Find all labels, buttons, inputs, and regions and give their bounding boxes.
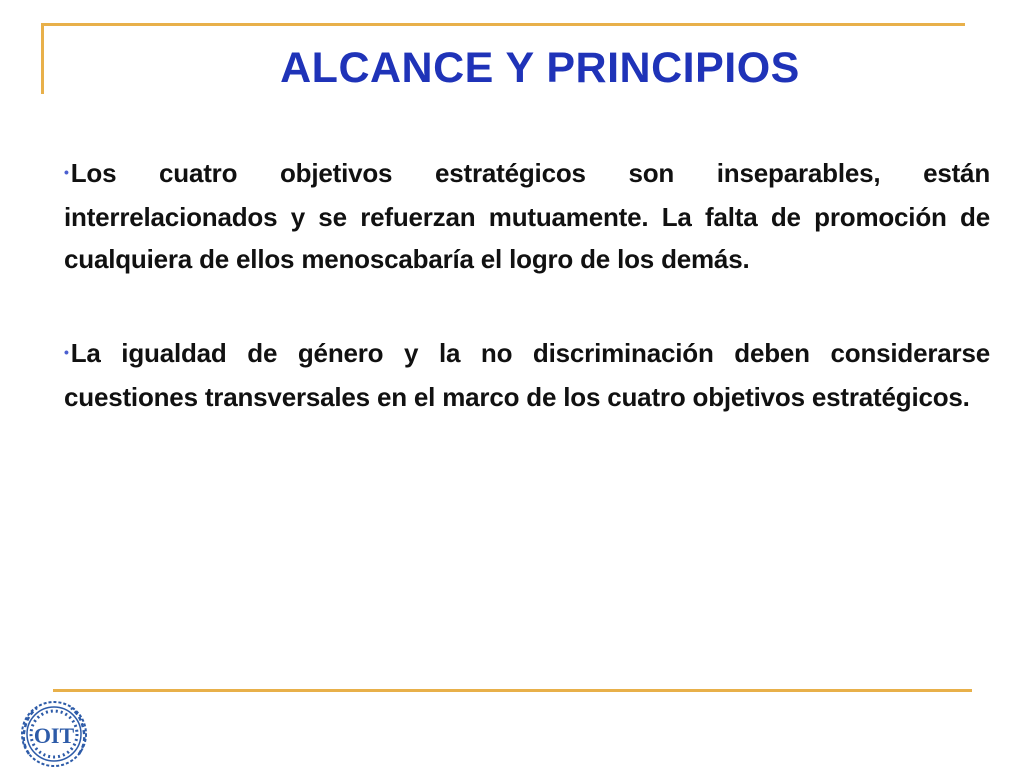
bullet-icon: • <box>64 164 69 181</box>
bullet-text-1: Los cuatro objetivos estratégicos son inseparables, están interrelacionados y se refuerzan mutuamente. La falta de promoción de cualquiera de ellos menoscabaría el logro de los demás. <box>64 158 990 275</box>
bullet-paragraph-2 <box>64 332 990 418</box>
bullet-icon: • <box>64 344 69 361</box>
oit-emblem-icon <box>11 694 97 768</box>
bullet-paragraph-1 <box>64 152 990 280</box>
slide-content <box>64 152 990 470</box>
slide-title: ALCANCE Y PRINCIPIOS <box>280 44 800 92</box>
logo-text: OIT <box>33 723 75 748</box>
left-frame-line <box>41 23 44 94</box>
bottom-frame-line <box>53 689 972 692</box>
top-frame-line <box>41 23 965 26</box>
bullet-text-2: La igualdad de género y la no discriminación deben considerarse cuestiones transversales en el marco de los cuatro objetivos estratégicos. <box>64 338 990 413</box>
